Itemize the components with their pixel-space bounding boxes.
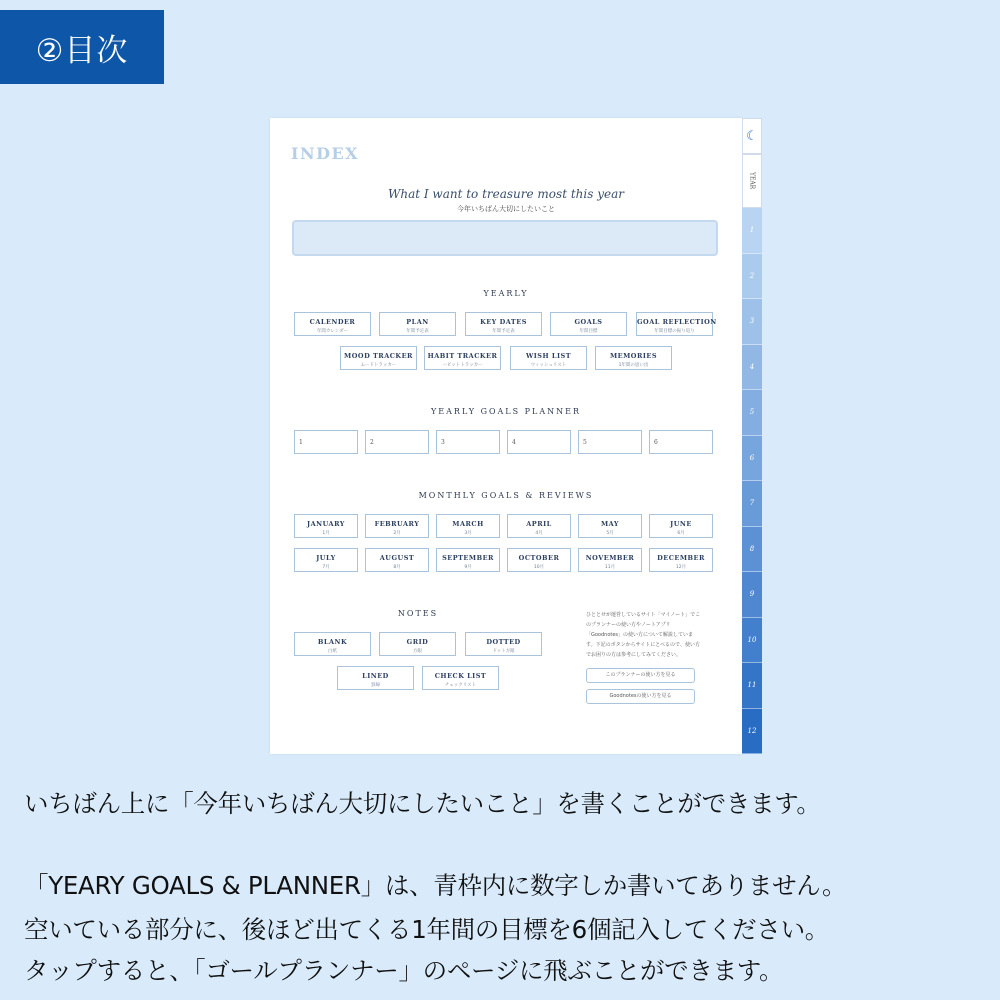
yearly-button-label: MOOD TRACKER [344, 352, 413, 360]
monthly-section-title: MONTHLY GOALS & REVIEWS [418, 491, 594, 500]
yearly-button-sublabel: 年間目標の振り返り [654, 329, 695, 334]
yearly-button-sublabel: 1年間の思い出 [618, 363, 649, 368]
month-button-sublabel: 1月 [322, 531, 330, 536]
yearly-button-sublabel: 年間カレンダー [316, 329, 349, 334]
how-to-use-planner-button[interactable]: このプランナーの使い方を見る [586, 668, 695, 683]
goal-number: 2 [370, 439, 374, 446]
tab-month-label: 6 [749, 453, 755, 462]
yearly-button[interactable] [636, 312, 717, 336]
tab-month[interactable] [742, 208, 762, 254]
tab-month-label: 4 [749, 362, 755, 371]
goal-number: 4 [512, 439, 516, 446]
month-button-sublabel: 11月 [604, 565, 616, 570]
month-button[interactable] [436, 514, 500, 538]
yearly-button-sublabel: ウィッシュリスト [530, 363, 567, 368]
month-button[interactable] [365, 514, 429, 538]
month-button[interactable] [507, 514, 571, 538]
month-button-label: JANUARY [307, 520, 345, 528]
notes-button[interactable] [465, 632, 542, 656]
yearly-button[interactable] [510, 346, 587, 370]
yearly-button-sublabel: 年間目標 [579, 329, 598, 334]
yearly-button-sublabel: 年間予定表 [406, 329, 429, 334]
month-button-sublabel: 5月 [606, 531, 614, 536]
tab-month[interactable] [742, 390, 762, 436]
month-button-label: JUNE [670, 520, 692, 528]
tab-month[interactable] [742, 663, 762, 709]
tab-month[interactable] [742, 618, 762, 664]
goals-planner-title: YEARLY GOALS PLANNER [431, 407, 581, 416]
notes-section-title: NOTES [397, 609, 439, 618]
tab-month-label: 1 [749, 226, 755, 235]
notes-button[interactable] [379, 632, 456, 656]
tab-month-label: 5 [749, 408, 755, 417]
tab-month[interactable] [742, 527, 762, 573]
yearly-button-sublabel: ムードトラッカー [360, 363, 397, 368]
goal-box[interactable] [294, 430, 358, 454]
tab-month[interactable] [742, 345, 762, 391]
tab-month-label: 10 [747, 635, 757, 644]
notes-button-sublabel: チェックリスト [444, 683, 477, 688]
yearly-button[interactable] [294, 312, 371, 336]
tab-month-label: 7 [749, 499, 755, 508]
month-button-sublabel: 12月 [675, 565, 687, 570]
caption-line-2: 「YEARY GOALS & PLANNER」は、青枠内に数字しか書いてありません。 [24, 871, 847, 900]
tab-month[interactable] [742, 254, 762, 300]
section-badge: ②目次 [0, 10, 164, 84]
caption-line-1: いちばん上に「今年いちばん大切にしたいこと」を書くことができます。 [24, 789, 821, 818]
month-button-label: AUGUST [379, 554, 415, 562]
goal-box[interactable] [436, 430, 500, 454]
tab-year[interactable] [742, 154, 762, 208]
yearly-button-label: MEMORIES [609, 352, 658, 360]
yearly-button-label: PLAN [406, 318, 429, 326]
index-title: INDEX [291, 144, 360, 163]
month-button[interactable] [507, 548, 571, 572]
month-button[interactable] [649, 514, 713, 538]
planner-index-page [270, 118, 742, 754]
month-button[interactable] [578, 548, 642, 572]
goal-box[interactable] [578, 430, 642, 454]
month-button[interactable] [365, 548, 429, 572]
yearly-button-label: HABIT TRACKER [427, 352, 498, 360]
month-button[interactable] [294, 548, 358, 572]
yearly-button-label: GOALS [574, 318, 603, 326]
notes-button-sublabel: ドット方眼 [492, 649, 515, 654]
month-button-sublabel: 3月 [464, 531, 472, 536]
tab-month[interactable] [742, 481, 762, 527]
month-button-sublabel: 4月 [535, 531, 543, 536]
yearly-button-sublabel: ハビットトラッカー [442, 363, 483, 368]
month-button-sublabel: 6月 [677, 531, 685, 536]
notes-button-sublabel: 方眼 [413, 649, 422, 654]
tab-month-label: 3 [749, 317, 755, 326]
month-button-sublabel: 8月 [393, 565, 401, 570]
notes-button-sublabel: 白紙 [328, 649, 337, 654]
month-button-label: APRIL [526, 520, 552, 528]
yearly-section-title: YEARLY [483, 289, 529, 298]
month-button-sublabel: 7月 [322, 565, 330, 570]
yearly-button[interactable] [424, 346, 501, 370]
goal-number: 5 [583, 439, 587, 446]
goal-number: 1 [299, 439, 303, 446]
tab-month-label: 11 [747, 681, 757, 690]
caption-line-3: 空いている部分に、後ほど出てくる1年間の目標を6個記入してください。 [24, 915, 829, 944]
month-button[interactable] [578, 514, 642, 538]
month-button[interactable] [294, 514, 358, 538]
yearly-button[interactable] [595, 346, 672, 370]
goal-number: 6 [654, 439, 658, 446]
tab-month[interactable] [742, 436, 762, 482]
goal-box[interactable] [365, 430, 429, 454]
tab-month[interactable] [742, 709, 762, 755]
notes-button-label: GRID [406, 638, 429, 646]
month-button-sublabel: 9月 [464, 565, 472, 570]
caption-line-4: タップすると、「ゴールプランナー」のページに飛ぶことができます。 [24, 956, 784, 985]
yearly-button[interactable] [465, 312, 542, 336]
tab-month-label: 12 [747, 726, 757, 735]
month-button-label: DECEMBER [657, 554, 705, 562]
yearly-button[interactable] [340, 346, 417, 370]
goodnotes-guide-button[interactable]: Goodnotesの使い方を見る [586, 689, 695, 704]
tab-month-label: 8 [749, 544, 755, 553]
notes-button[interactable] [294, 632, 371, 656]
side-tabs [742, 118, 762, 754]
notes-button-label: CHECK LIST [434, 672, 487, 680]
notes-button-sublabel: 罫線 [371, 683, 380, 688]
yearly-button-label: CALENDER [309, 318, 356, 326]
goal-box[interactable] [507, 430, 571, 454]
yearly-button[interactable] [550, 312, 627, 336]
goal-number: 3 [441, 439, 445, 446]
month-button-label: MARCH [452, 520, 484, 528]
month-button-label: FEBRUARY [374, 520, 420, 528]
month-button-label: MAY [600, 520, 620, 528]
yearly-button[interactable] [379, 312, 456, 336]
month-button[interactable] [649, 548, 713, 572]
notes-button-label: DOTTED [486, 638, 521, 646]
month-button-label: NOVEMBER [585, 554, 635, 562]
yearly-button-label: GOAL REFLECTION [637, 318, 717, 326]
treasure-heading-ja: 今年いちばん大切にしたいこと [457, 205, 555, 213]
notes-button[interactable] [337, 666, 414, 690]
info-text: ひととせが運営しているサイト「マイノート」でこのプランナーの使い方やノートアプリ「Goodnotes」の使い方について解説しています。下記のボタンからサイトにとべるので、使い方でお困りの方は参考にしてみてください。 [586, 612, 701, 658]
tab-month[interactable] [742, 299, 762, 345]
month-button-label: JULY [316, 554, 336, 562]
tab-year-label: YEAR [748, 172, 756, 190]
notes-button-label: LINED [362, 672, 389, 680]
tab-month-label: 9 [749, 590, 755, 599]
month-button-sublabel: 10月 [533, 565, 545, 570]
goal-box[interactable] [649, 430, 713, 454]
month-button-label: OCTOBER [518, 554, 560, 562]
tab-month[interactable] [742, 572, 762, 618]
treasure-heading-en: What I want to treasure most this year [388, 187, 624, 201]
month-button-label: SEPTEMBER [442, 554, 494, 562]
treasure-input-box[interactable] [292, 220, 718, 256]
yearly-button-label: WISH LIST [525, 352, 572, 360]
month-button-sublabel: 2月 [393, 531, 401, 536]
notes-button[interactable] [422, 666, 499, 690]
moon-icon[interactable]: ☾ [742, 118, 762, 154]
tab-month-label: 2 [749, 271, 755, 280]
yearly-button-label: KEY DATES [480, 318, 527, 326]
notes-button-label: BLANK [317, 638, 348, 646]
month-button[interactable] [436, 548, 500, 572]
yearly-button-sublabel: 年間予定表 [492, 329, 515, 334]
